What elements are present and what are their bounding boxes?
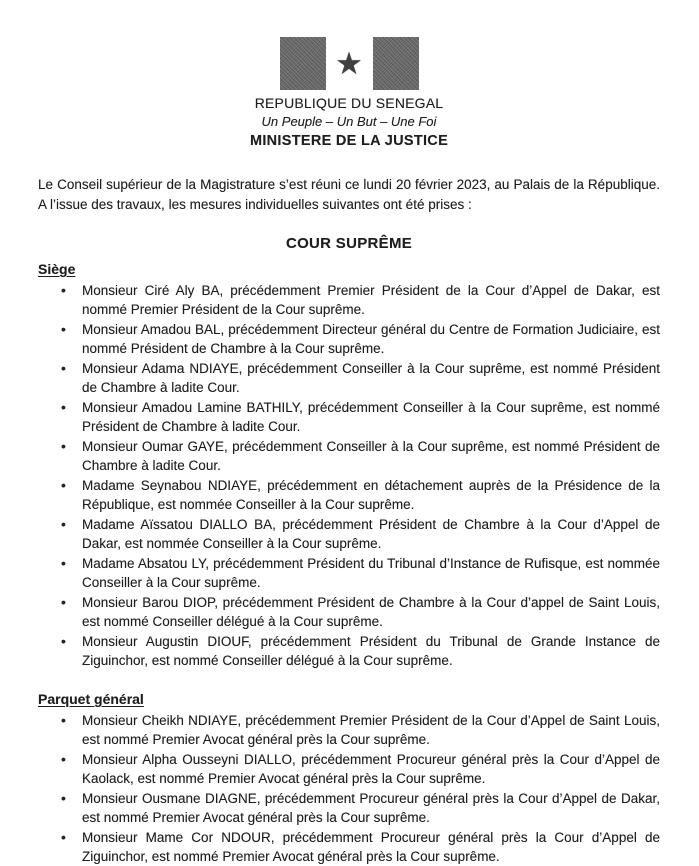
national-motto: Un Peuple – Un But – Une Foi [261, 114, 437, 129]
flag-left-band [280, 37, 326, 90]
list-item: • Monsieur Barou DIOP, précédemment Président de Chambre à la Cour d’appel de Saint Louis, est nommé Conseiller délégué à la Cour suprême. [82, 593, 660, 631]
list-item: • Monsieur Amadou Lamine BATHILY, précédemment Conseiller à la Cour suprême, est nommé Président de Chambre à ladite Cour. [82, 398, 660, 436]
list-item: • Madame Seynabou NDIAYE, précédemment en détachement auprès de la Présidence de la République, est nommée Conseiller à la Cour suprême. [82, 476, 660, 514]
list-item: • Madame Absatou LY, précédemment Président du Tribunal d’Instance de Rufisque, est nommée Conseiller à la Cour suprême. [82, 554, 660, 592]
section-title-siege: Siège [38, 261, 76, 277]
senegal-flag [38, 36, 660, 90]
intro-paragraph: Le Conseil supérieur de la Magistrature s’est réuni ce lundi 20 février 2023, au Palais de la République. A l’issue des travaux, les mesures individuelles suivantes ont été prises : [38, 177, 660, 212]
list-item: • Madame Aïssatou DIALLO BA, précédemment Président de Chambre à la Cour d’Appel de Dakar, est nommée Conseiller à la Cour suprême. [82, 515, 660, 553]
main-title: COUR SUPRÊME [285, 235, 413, 252]
list-item: • Monsieur Cheikh NDIAYE, précédemment Premier Président de la Cour d’Appel de Saint Louis, est nommé Premier Avocat général près la Cour suprême. [82, 711, 660, 749]
section-title-parquet-general: Parquet général [38, 691, 144, 707]
flag-right-band [373, 37, 419, 90]
ministry-title: MINISTERE DE LA JUSTICE [249, 133, 449, 149]
list-item: • Monsieur Ciré Aly BA, précédemment Premier Président de la Cour d’Appel de Dakar, est nommé Premier Président de la Cour suprême. [82, 281, 660, 319]
masthead [38, 36, 660, 151]
list-item: • Monsieur Oumar GAYE, précédemment Conseiller à la Cour suprême, est nommé Président de Chambre à ladite Cour. [82, 437, 660, 475]
list-item: • Monsieur Amadou BAL, précédemment Directeur général du Centre de Formation Judiciaire, est nommé Président de Chambre à la Cour suprême. [82, 320, 660, 358]
country-name: REPUBLIQUE DU SENEGAL [254, 95, 444, 111]
list-item: • Monsieur Ousmane DIAGNE, précédemment Procureur général près la Cour d’Appel de Dakar, est nommé Premier Avocat général près la Cour suprême. [82, 789, 660, 827]
list-item: • Monsieur Adama NDIAYE, précédemment Conseiller à la Cour suprême, est nommé Président de Chambre à ladite Cour. [82, 359, 660, 397]
list-item: • Monsieur Augustin DIOUF, précédemment Président du Tribunal de Grande Instance de Ziguinchor, est nommé Conseiller délégué à la Cour suprême. [82, 632, 660, 670]
list-item: • Monsieur Mame Cor NDOUR, précédemment Procureur général près la Cour d’Appel de Ziguinchor, est nommé Premier Avocat général près la Cour suprême. [82, 828, 660, 866]
list-item: • Monsieur Alpha Ousseyni DIALLO, précédemment Procureur général près la Cour d’Appel de Kaolack, est nommé Premier Avocat général près la Cour suprême. [82, 750, 660, 788]
siege-appointments-list [38, 281, 660, 670]
star-icon: ★ [335, 45, 363, 81]
parquet-appointments-list [38, 711, 660, 866]
